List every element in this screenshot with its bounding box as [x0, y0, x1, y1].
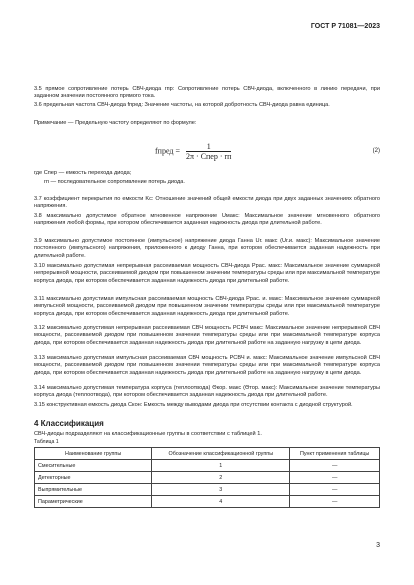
table-cell: Смесительные	[35, 460, 152, 472]
table-row	[35, 472, 380, 484]
table-cell: —	[290, 484, 380, 496]
document-id: ГОСТ Р 71081—2023	[310, 23, 380, 30]
table-cell: Выпрямительные	[35, 484, 152, 496]
table-cell: —	[290, 496, 380, 508]
clause-3-11: 3.11 максимально допустимая импульсная рассеиваемая мощность СВЧ-диода Ppac. и. макс: Максимальное значение суммарной импульсной мощности, рассеиваемой диодом при повышенном значении температуры среды или при максимальной температуре корпуса диода, при котором обеспечивается заданная надежность диода при длительной работе.	[34, 296, 380, 317]
clause-3-12: 3.12 максимально допустимая непрерывная рассеиваемая СВЧ мощность PСВЧ макс: Максимальное значение непрерывной СВЧ мощности, рассеиваемой диодом при повышенном значении температуры среды или при максимальной температуре корпуса диода, при котором обеспечивается заданная надежность диода при длительной работе на заданную нагрузку в цепи диода.	[34, 325, 380, 346]
classification-table	[34, 447, 380, 508]
table-cell: —	[290, 472, 380, 484]
table-header-row	[35, 448, 380, 460]
clause-3-9: 3.9 максимально допустимое постоянное (импульсное) напряжение диода Ганна Uг. макс (Uг.и. макс): Максимальное значение постоянного (импульсного) напряжения, приложенного к диоду Ганна, при котором обеспечивается заданная надежность при длительной работе.	[34, 238, 380, 259]
where-1: где Cпер — емкость перехода диода;	[34, 170, 132, 176]
formula-numerator: 1	[186, 142, 231, 152]
table-cell: Параметрические	[35, 496, 152, 508]
formula-lhs: fпред =	[155, 146, 180, 156]
clause-3-15: 3.15 конструктивная емкость диода Cкон: Емкость между выводами диода при отсутствии контакта с диодной структурой.	[34, 402, 353, 408]
clause-3-13: 3.13 максимально допустимая импульсная рассеиваемая СВЧ мощность PСВЧ и. макс: Максимальное значение импульсной СВЧ мощности, рассеиваемой диодом при повышенном значении температуры среды или при максимальной температуре корпуса диода, при котором обеспечивается заданная надежность диода при длительной работе на заданную нагрузку в цепи диода.	[34, 355, 380, 376]
clause-3-5: 3.5 прямое сопротивление потерь СВЧ-диода rпр: Сопротивление потерь СВЧ-диода, включенного в линию передачи, при заданном значении постоянного прямого тока.	[34, 86, 380, 100]
clause-3-8: 3.8 максимально допустимое обратное мгновенное напряжение Uмакс: Максимальное значение мгновенного обратного напряжения любой формы, при котором обеспечивается заданная надежность диода при длительной работе.	[34, 213, 380, 227]
page-number: 3	[376, 542, 380, 549]
table-cell: Детекторные	[35, 472, 152, 484]
table-row	[35, 460, 380, 472]
clause-3-7: 3.7 коэффициент перекрытия по емкости Kс: Отношение значений общей емкости диода при двух заданных значениях обратного напряжения.	[34, 196, 380, 210]
table-header: Пункт применения таблицы	[290, 448, 380, 460]
clause-3-6: 3.6 предельная частота СВЧ-диода fпред: Значение частоты, на которой добротность СВЧ-диода равна единица.	[34, 102, 330, 108]
table-cell: 4	[152, 496, 290, 508]
table-cell: 1	[152, 460, 290, 472]
table-row	[35, 496, 380, 508]
section-title: 4 Классификация	[34, 419, 104, 428]
where-2: rп — последовательное сопротивление потерь диода.	[44, 179, 185, 185]
note: Примечание — Предельную частоту определяют по формуле:	[34, 120, 197, 126]
section-intro: СВЧ-диоды подразделяют на классификационные группы в соответствии с таблицей 1.	[34, 431, 262, 437]
table-row	[35, 484, 380, 496]
formula-number: (2)	[372, 148, 380, 154]
table-cell: 2	[152, 472, 290, 484]
clause-3-10: 3.10 максимально допустимая непрерывная рассеиваемая мощность СВЧ-диода Ppac. макс: Максимальное значение суммарной непрерывной мощности, рассеиваемой диодом при повышенном значении температуры среды или при максимальной температуре корпуса диода, при котором обеспечивается заданная надежность диода при длительной работе.	[34, 263, 380, 284]
table-caption: Таблица 1	[34, 439, 59, 445]
table-cell: 3	[152, 484, 290, 496]
table-cell: —	[290, 460, 380, 472]
table-header: Наименование группы	[35, 448, 152, 460]
clause-3-14: 3.14 максимально допустимая температура корпуса (теплоотвода) Θкор. макс (Θтор. макс): Максимальное значение температуры корпуса диода (теплоотвода), при котором обеспечивается заданная надежность диода при длительной работе.	[34, 385, 380, 399]
formula-denominator: 2π · Cпер · rп	[185, 152, 232, 161]
formula	[155, 142, 231, 161]
table-header: Обозначение классификационной группы	[152, 448, 290, 460]
